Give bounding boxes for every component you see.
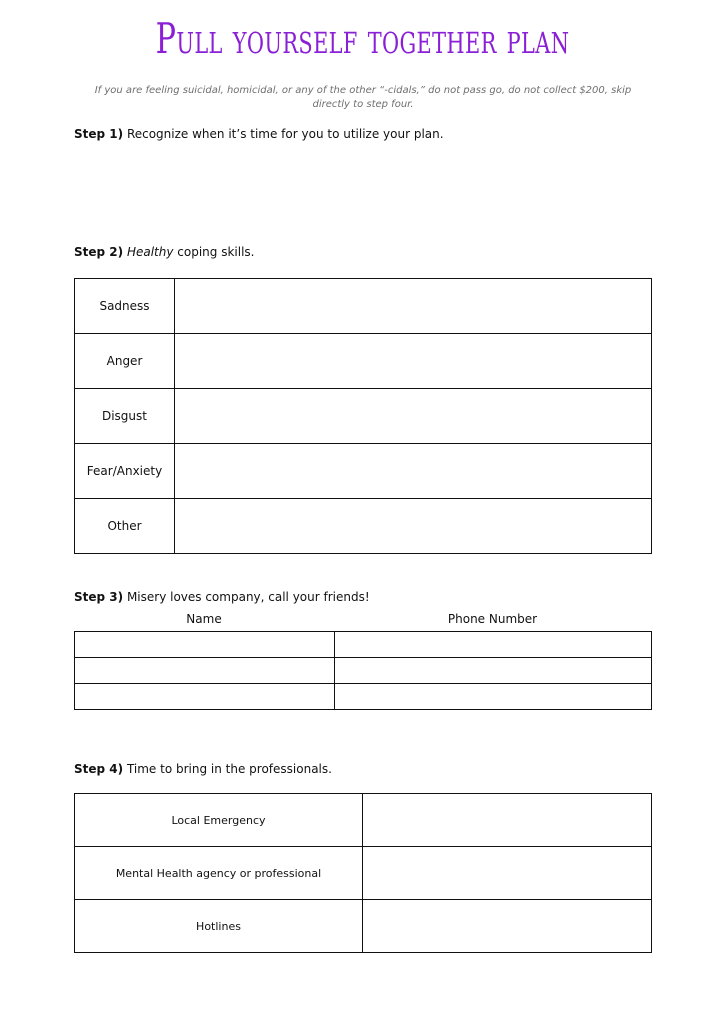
page-subtitle: If you are feeling suicidal, homicidal, or any of the other “-cidals,” do not pass go, do not collect $200, skip directly to step four.: [94, 85, 632, 110]
friend-phone-cell[interactable]: [335, 658, 652, 684]
coping-label-other: Other: [75, 499, 175, 554]
step-4-text: Time to bring in the professionals.: [123, 762, 332, 776]
pro-entry-mental-health[interactable]: [363, 847, 652, 900]
step-3-label: Step 3): [74, 590, 124, 604]
table-row: [75, 499, 652, 554]
step-3-text: Misery loves company, call your friends!: [123, 590, 370, 604]
step-1-text: Recognize when it’s time for you to utilize your plan.: [123, 127, 444, 141]
coping-label-fear-anxiety: Fear/Anxiety: [75, 444, 175, 499]
table-row: [75, 847, 652, 900]
table-row: [75, 900, 652, 953]
friend-name-cell[interactable]: [75, 684, 335, 710]
step-2-label: Step 2): [74, 245, 124, 259]
page-title: Pull yourself together plan: [155, 14, 570, 63]
table-row: [75, 389, 652, 444]
step-4-label: Step 4): [74, 762, 124, 776]
pro-entry-local-emergency[interactable]: [363, 794, 652, 847]
coping-label-sadness: Sadness: [75, 279, 175, 334]
table-row: [75, 444, 652, 499]
coping-skills-table: [74, 278, 652, 554]
step-1: [74, 127, 444, 141]
step-3: [74, 590, 370, 604]
coping-label-anger: Anger: [75, 334, 175, 389]
friend-name-cell[interactable]: [75, 632, 335, 658]
friends-phone-header: Phone Number: [447, 612, 538, 626]
table-row: [75, 794, 652, 847]
pro-label-mental-health: Mental Health agency or professional: [75, 847, 363, 900]
professionals-table: [74, 793, 652, 953]
coping-label-disgust: Disgust: [75, 389, 175, 444]
friends-table: [74, 631, 652, 710]
step-2-text: coping skills.: [173, 245, 255, 259]
friend-phone-cell[interactable]: [335, 684, 652, 710]
step-2: [74, 245, 254, 259]
table-row: [75, 632, 652, 658]
pro-entry-hotlines[interactable]: [363, 900, 652, 953]
table-row: [75, 334, 652, 389]
step-2-emphasis: Healthy: [126, 245, 174, 259]
pro-label-local-emergency: Local Emergency: [75, 794, 363, 847]
friend-name-cell[interactable]: [75, 658, 335, 684]
coping-entry-fear-anxiety[interactable]: [175, 444, 652, 499]
coping-entry-disgust[interactable]: [175, 389, 652, 444]
friends-name-header: Name: [186, 612, 222, 626]
step-4: [74, 762, 332, 776]
table-row: [75, 658, 652, 684]
coping-entry-anger[interactable]: [175, 334, 652, 389]
pro-label-hotlines: Hotlines: [75, 900, 363, 953]
friend-phone-cell[interactable]: [335, 632, 652, 658]
coping-entry-other[interactable]: [175, 499, 652, 554]
table-row: [75, 279, 652, 334]
table-row: [75, 684, 652, 710]
coping-entry-sadness[interactable]: [175, 279, 652, 334]
step-1-label: Step 1): [74, 127, 124, 141]
